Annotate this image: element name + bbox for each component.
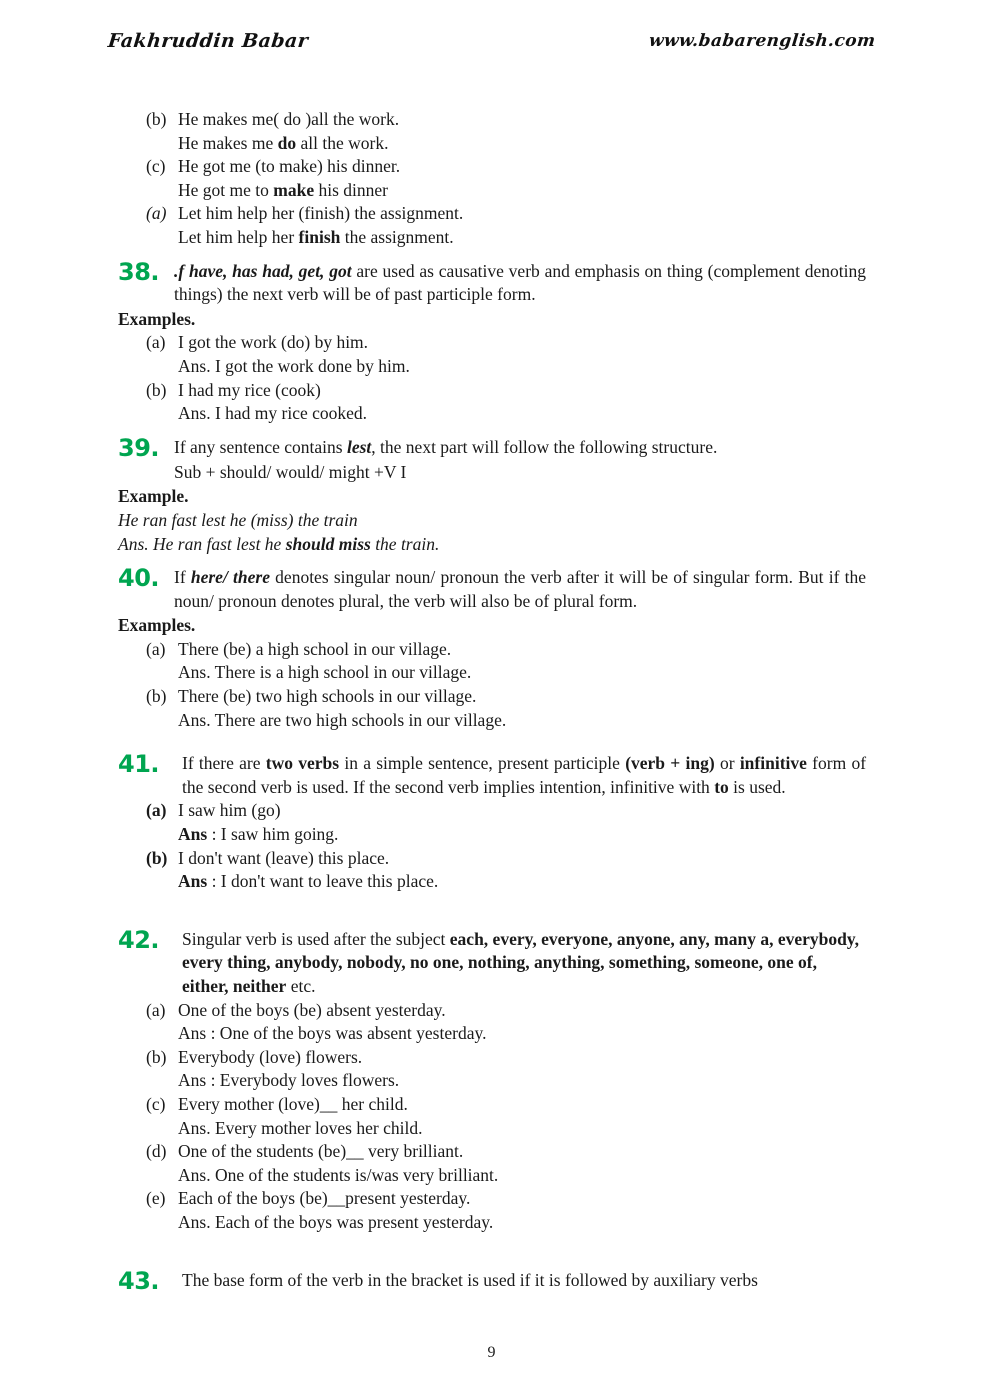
item-label: (a) <box>146 203 167 224</box>
item-question: Each of the boys (be)__present yesterday. <box>178 1188 471 1209</box>
list-item <box>118 638 866 662</box>
rule-keyword: .f have, has had, get, got <box>174 260 352 281</box>
list-item <box>118 379 866 403</box>
rule-41-example-list <box>118 799 866 893</box>
rule-text-pre: If any sentence contains <box>174 436 347 457</box>
item-question: He got me (to make) his dinner. <box>178 156 401 177</box>
rule-text-post: denotes singular noun/ pronoun the verb after it will be of singular form. But if the noun/ pronoun denotes plural, the verb will also be of plural form. <box>174 567 866 611</box>
list-item <box>118 331 866 355</box>
answer-keyword: finish <box>298 226 341 247</box>
item-label: (d) <box>146 1141 167 1162</box>
header-author-name: Fakhruddin Babar <box>106 30 310 52</box>
item-label: (b) <box>146 686 167 707</box>
item-question: There (be) two high schools in our village. <box>178 686 477 707</box>
rule-text-pre: If <box>174 567 191 588</box>
item-question: I saw him (go) <box>178 800 281 821</box>
spacer <box>118 894 866 928</box>
item-label: (b) <box>146 109 167 129</box>
list-item <box>118 999 866 1023</box>
continuation-example-list <box>118 108 866 250</box>
rule-39-structure: Sub + should/ would/ might +V I <box>174 461 407 482</box>
list-item <box>118 108 866 132</box>
answer-pre: Let him help her <box>178 226 299 247</box>
answer-keyword: make <box>273 179 315 200</box>
rule-text-body: are used as causative verb and emphasis on thing (complement denoting things) the next verb will be of past participle form. <box>174 260 866 305</box>
rule-43 <box>118 1266 866 1295</box>
rule-39-example-question: He ran fast lest he (miss) the train <box>118 509 358 530</box>
page-content <box>118 108 866 1294</box>
item-label: (b) <box>146 847 168 868</box>
rule-seg-9: is used. <box>728 776 786 797</box>
item-answer: Ans. There are two high schools in our village. <box>178 709 507 730</box>
rule-text <box>182 928 866 999</box>
item-label: (e) <box>146 1188 166 1209</box>
rule-keyword-to: to <box>714 776 729 797</box>
rule-seg-7: form of the second verb is used. If the second verb implies intention, infinitive with <box>182 753 867 797</box>
item-label: (a) <box>146 999 166 1020</box>
item-answer: Ans. Each of the boys was present yesterday. <box>178 1211 494 1232</box>
page-header <box>108 24 875 58</box>
examples-heading: Examples. <box>118 615 196 636</box>
rule-text: The base form of the verb in the bracket is used if it is followed by auxiliary verbs <box>182 1269 758 1290</box>
answer-keyword: do <box>277 132 297 153</box>
answer-text: : I don't want to leave this place. <box>207 871 439 892</box>
rule-text-post: etc. <box>286 976 316 996</box>
list-item <box>118 799 866 823</box>
answer-post: his dinner <box>314 179 388 200</box>
page-footer <box>0 1344 983 1362</box>
item-question: I don't want (leave) this place. <box>178 847 390 868</box>
rule-keyword-list: each, every, everyone, anyone, any, many a, everybody, every thing, anybody, nobody, no one, nothing, anything, something, someone, one of, either, neither <box>182 928 860 996</box>
rule-number: 38. <box>118 257 160 286</box>
spacer <box>118 732 866 752</box>
rule-38 <box>118 257 866 307</box>
rule-seg-1: If there are <box>182 753 266 774</box>
examples-heading: Examples. <box>118 308 196 329</box>
item-label: (a) <box>146 638 166 659</box>
answer-keyword: should miss <box>285 533 371 554</box>
answer-post: the train. <box>370 533 440 554</box>
rule-42-example-list <box>118 999 866 1235</box>
item-label: (b) <box>146 1046 167 1067</box>
rule-text <box>174 566 866 613</box>
spacer <box>118 250 866 260</box>
rule-38-example-list <box>118 331 866 425</box>
rule-number: 43. <box>118 1266 160 1295</box>
spacer <box>118 1235 866 1269</box>
rule-40 <box>118 566 866 613</box>
item-question: Every mother (love)__ her child. <box>178 1093 408 1114</box>
item-label: (c) <box>146 1093 166 1114</box>
rule-40-example-list <box>118 638 866 732</box>
item-question: One of the students (be)__ very brilliant. <box>178 1141 464 1162</box>
rule-keyword-two-verbs: two verbs <box>265 753 340 774</box>
item-answer <box>118 179 866 203</box>
item-question: There (be) a high school in our village. <box>178 638 452 659</box>
rule-number: 42. <box>118 925 160 954</box>
list-item <box>118 1046 866 1070</box>
rule-text <box>174 260 866 307</box>
list-item <box>118 847 866 871</box>
page-number: 9 <box>487 1344 496 1361</box>
spacer <box>118 556 866 566</box>
answer-pre: Ans. He ran fast lest he <box>118 533 286 554</box>
item-question: I got the work (do) by him. <box>178 332 369 353</box>
item-label: (c) <box>146 156 166 177</box>
rule-42 <box>118 925 866 999</box>
list-item <box>118 685 866 709</box>
list-item <box>118 1093 866 1117</box>
item-answer: Ans. Every mother loves her child. <box>178 1117 423 1138</box>
rule-number: 40. <box>118 564 160 593</box>
rule-number: 41. <box>118 750 160 779</box>
item-question: Everybody (love) flowers. <box>178 1046 363 1067</box>
answer-post: all the work. <box>296 132 389 153</box>
list-item <box>118 1140 866 1164</box>
example-heading: Example. <box>118 486 189 507</box>
spacer <box>118 426 866 436</box>
rule-text <box>182 752 866 799</box>
rule-keyword: lest <box>346 436 372 457</box>
rule-keyword: here/ there <box>190 567 270 588</box>
answer-tag: Ans <box>178 871 208 892</box>
rule-text-pre: Singular verb is used after the subject <box>182 928 450 949</box>
rule-41 <box>118 752 866 799</box>
item-label: (a) <box>146 800 167 821</box>
list-item <box>118 202 866 226</box>
rule-seg-5: or <box>714 753 740 774</box>
list-item <box>118 155 866 179</box>
item-label: (a) <box>146 332 166 353</box>
answer-post: the assignment. <box>340 226 454 247</box>
answer-text: : I saw him going. <box>207 824 339 845</box>
rule-seg-3: in a simple sentence, present participle <box>339 753 626 774</box>
item-label: (b) <box>146 379 167 400</box>
rule-text <box>174 436 866 460</box>
item-question: Let him help her (finish) the assignment. <box>178 203 464 224</box>
rule-keyword-verb-ing: (verb + ing) <box>625 753 715 774</box>
answer-pre: He got me to <box>178 179 274 200</box>
item-answer: Ans. One of the students is/was very brilliant. <box>178 1164 499 1185</box>
item-answer: Ans. I got the work done by him. <box>178 355 410 376</box>
item-answer <box>118 132 866 156</box>
rule-39 <box>118 433 866 462</box>
item-answer <box>118 823 866 847</box>
item-question: One of the boys (be) absent yesterday. <box>178 999 446 1020</box>
answer-pre: He makes me <box>178 132 278 153</box>
answer-tag: Ans <box>178 824 208 845</box>
item-question: He makes me( do )all the work. <box>178 109 400 129</box>
item-answer <box>118 226 866 250</box>
item-answer: Ans. I had my rice cooked. <box>178 403 368 424</box>
item-answer <box>118 870 866 894</box>
rule-number: 39. <box>118 433 160 462</box>
item-answer: Ans : One of the boys was absent yesterday. <box>178 1023 487 1044</box>
item-answer: Ans. There is a high school in our village. <box>178 662 472 683</box>
item-answer: Ans : Everybody loves flowers. <box>178 1070 400 1091</box>
rule-39-example-answer <box>118 533 866 557</box>
item-question: I had my rice (cook) <box>178 379 321 400</box>
list-item <box>118 1187 866 1211</box>
rule-text-post: , the next part will follow the following structure. <box>371 436 718 457</box>
rule-keyword-infinitive: infinitive <box>739 753 807 774</box>
header-website: www.babarenglish.com <box>647 31 877 51</box>
